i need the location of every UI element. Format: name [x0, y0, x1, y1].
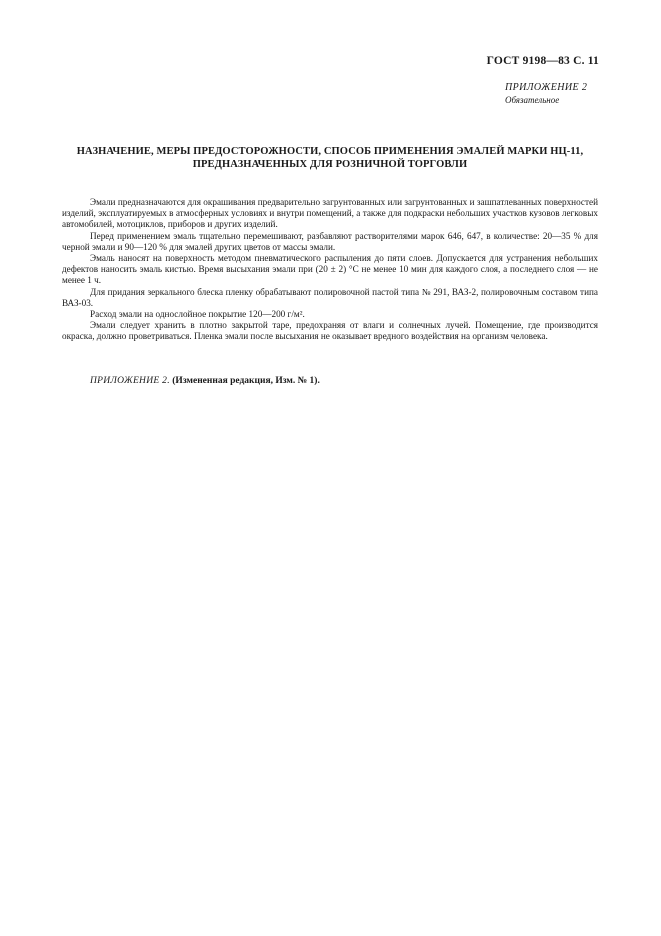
paragraph-purpose: Эмали предназначаются для окрашивания предварительно загрунтованных или загрунтованных и зашпатлеванных поверхностей изделий, эксплуатируемых в атмосферных условиях и внутри помещений, а также для подкраски небольших участков кузовов легковых автомобилей, мотоциклов, приборов и других изделий.: [62, 197, 598, 230]
paragraph-polishing: Для придания зеркального блеска пленку обрабатывают полировочной пастой типа № 291, ВАЗ-2, полировочным составом типа ВАЗ-03.: [62, 286, 598, 308]
section-title: [62, 145, 598, 171]
amendment-note: [90, 376, 320, 386]
amendment-note-label: ПРИЛОЖЕНИЕ 2.: [90, 376, 170, 386]
paragraph-preparation: Перед применением эмаль тщательно перемешивают, разбавляют растворителями марок 646, 647, в количестве: 20—35 % для черной эмали и 90—120 % для эмалей других цветов от массы эмали.: [62, 230, 598, 252]
paragraph-storage-safety: Эмали следует хранить в плотно закрытой таре, предохраняя от влаги и солнечных лучей. Помещение, где производится окраска, должно проветриваться. Пленка эмали после высыхания не оказывает вредного воздействия на организм человека.: [62, 320, 598, 342]
body-text: [62, 197, 598, 343]
paragraph-application: Эмаль наносят на поверхность методом пневматического распыления до пяти слоев. Допускается для устранения небольших дефектов наносить эмаль кистью. Время высыхания эмали при (20 ± 2) °С не менее 10 мин для каждого слоя, а последнего слоя — не менее 1 ч.: [62, 253, 598, 286]
standard-page-code: ГОСТ 9198—83 С. 11: [486, 55, 599, 67]
appendix-status: Обязательное: [505, 95, 560, 105]
paragraph-consumption: Расход эмали на однослойное покрытие 120—200 г/м².: [90, 309, 305, 320]
section-title-line-2: ПРЕДНАЗНАЧЕННЫХ ДЛЯ РОЗНИЧНОЙ ТОРГОВЛИ: [192, 159, 468, 170]
section-title-line-1: НАЗНАЧЕНИЕ, МЕРЫ ПРЕДОСТОРОЖНОСТИ, СПОСОБ ПРИМЕНЕНИЯ ЭМАЛЕЙ МАРКИ НЦ-11,: [76, 146, 584, 157]
amendment-note-text: (Измененная редакция, Изм. № 1).: [172, 376, 320, 386]
appendix-label: ПРИЛОЖЕНИЕ 2: [505, 82, 588, 93]
